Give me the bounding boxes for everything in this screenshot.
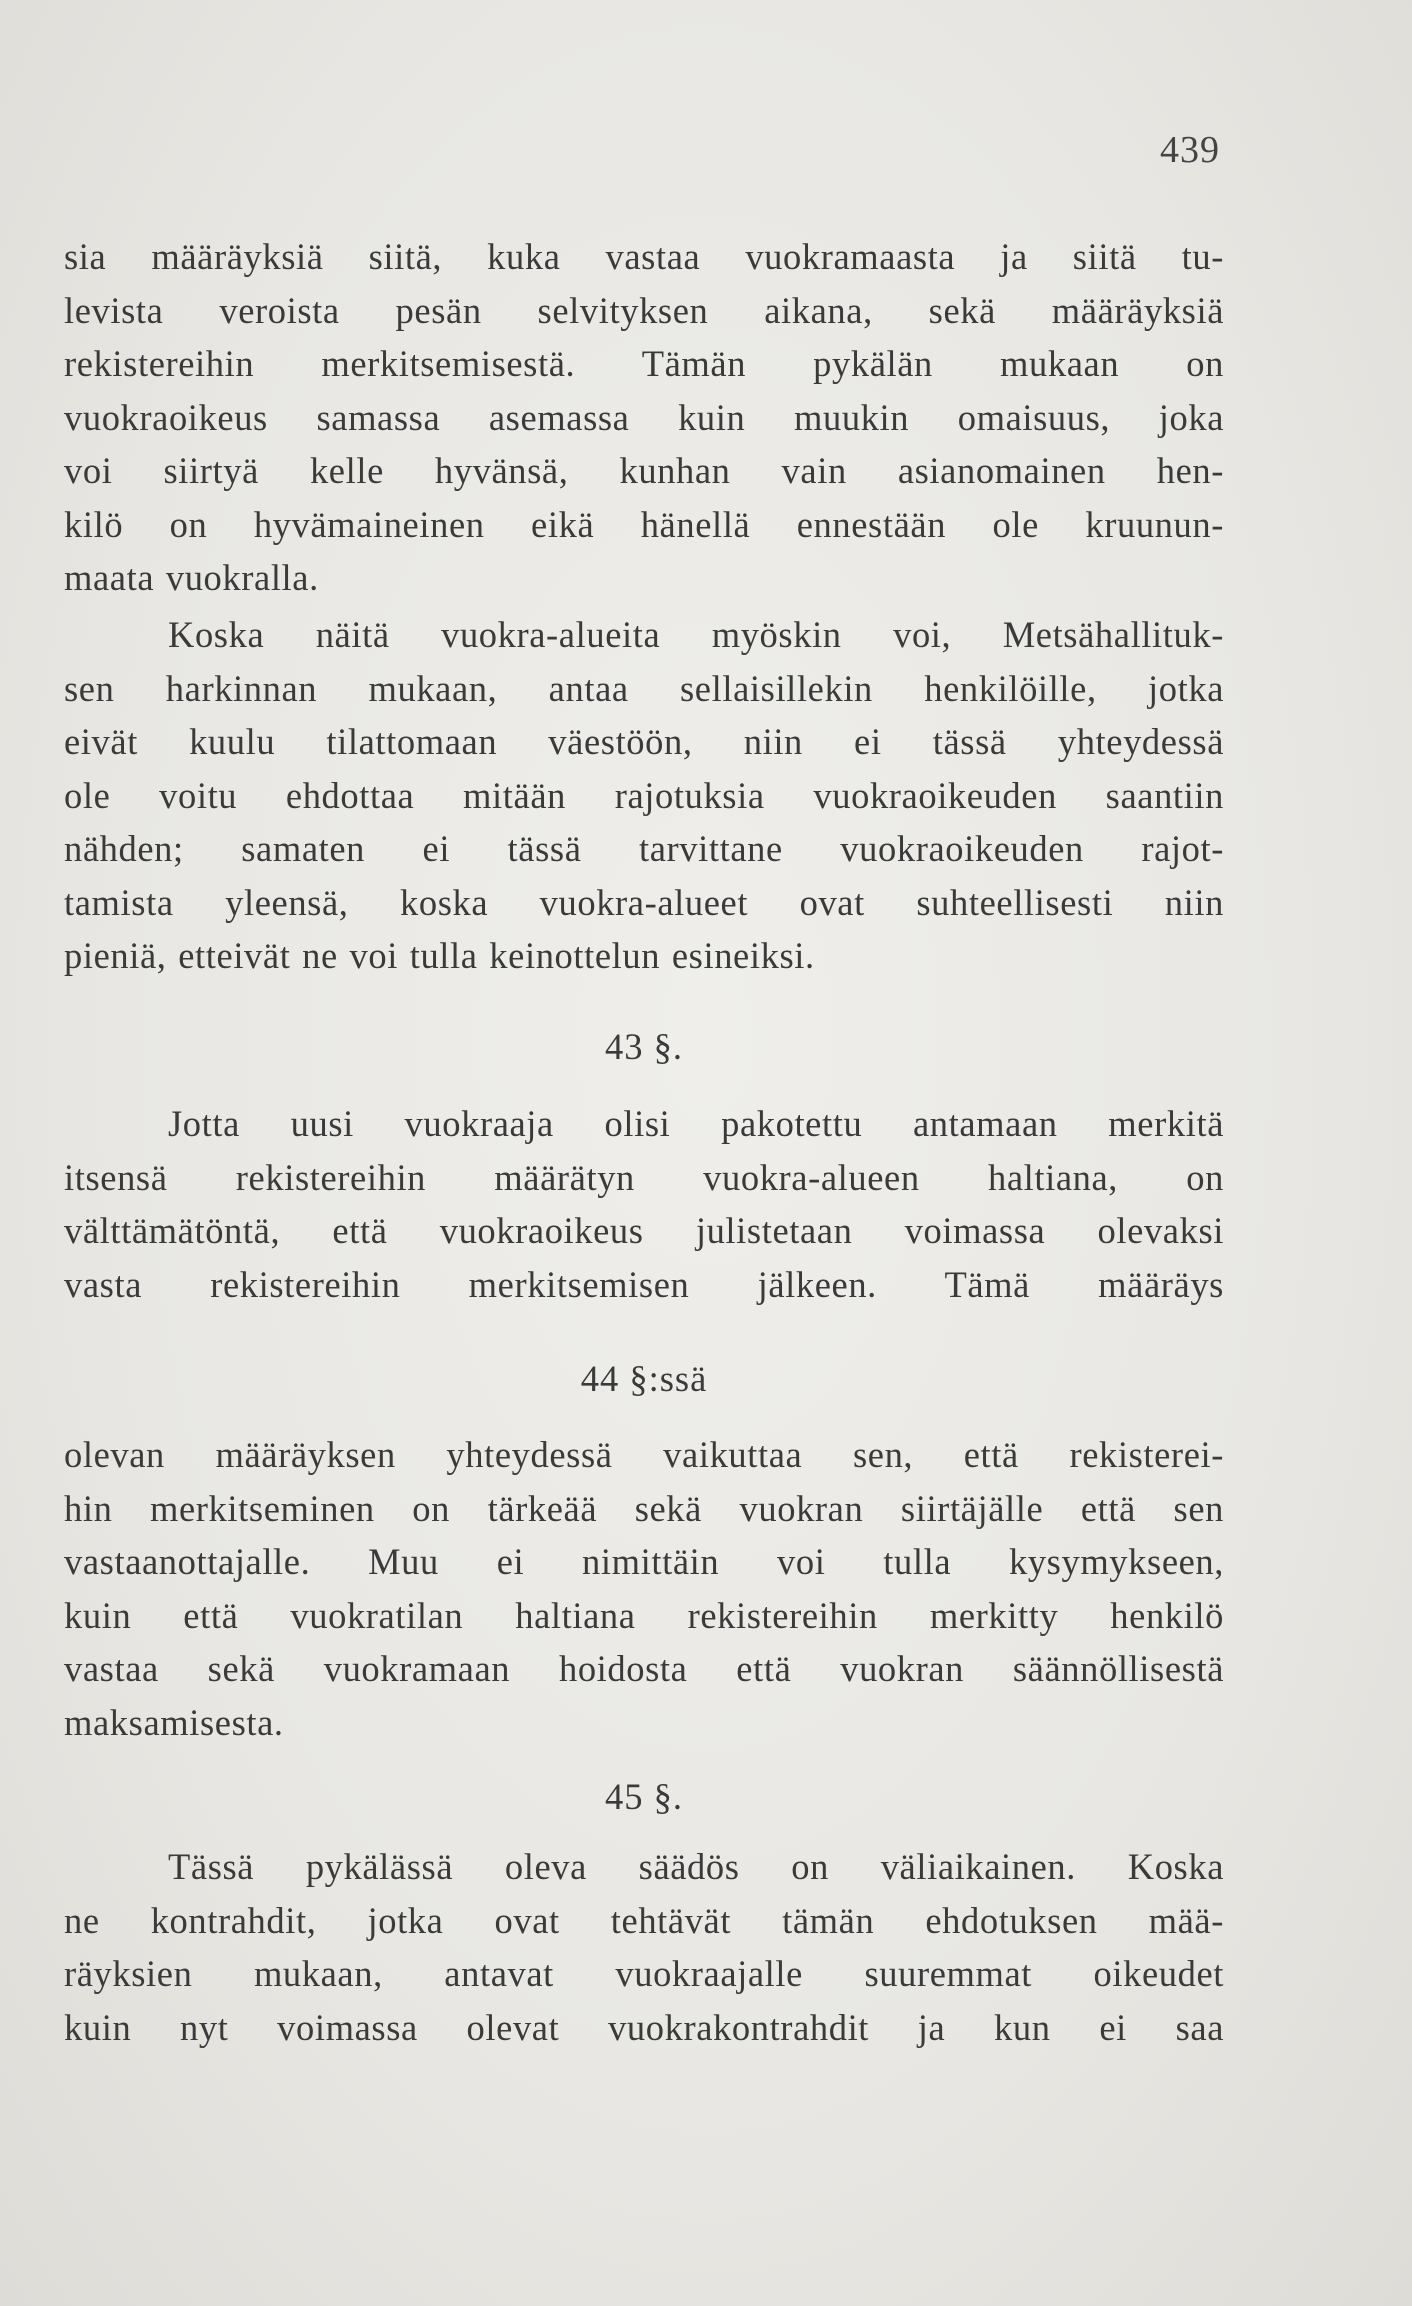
text-line: pieniä, etteivät ne voi tulla keinottelun esineiksi. [64,935,815,976]
text-line: rekistereihin merkitsemisestä. Tämän pykälän mukaan on [64,343,1224,384]
text-line: hin merkitseminen on tärkeää sekä vuokran siirtäjälle että sen [64,1487,1224,1529]
text-line: sen harkinnan mukaan, antaa sellaisillekin henkilöille, jotka [64,667,1224,709]
section-heading-43: 43 §. [605,1026,683,1067]
text-line: olevan määräyksen yhteydessä vaikuttaa sen, että rekisterei- [64,1434,1224,1475]
text-line: levista veroista pesän selvityksen aikana, sekä määräyksiä [64,289,1224,331]
text-line: vuokraoikeus samassa asemassa kuin muukin omaisuus, joka [64,396,1224,438]
paragraph-koska [64,608,1224,983]
text-line: sia määräyksiä siitä, kuka vastaa vuokramaasta ja siitä tu- [64,236,1224,277]
text-line: ole voitu ehdottaa mitään rajotuksia vuokraoikeuden saantiin [64,774,1224,816]
text-line: nähden; samaten ei tässä tarvittane vuokraoikeuden rajot- [64,828,1224,869]
paragraph-continuation [64,230,1224,605]
section-heading-44: 44 §:ssä [580,1358,708,1399]
text-line: Tässä pykälässä oleva säädös on väliaikainen. Koska [168,1846,1224,1887]
text-line: maata vuokralla. [64,557,319,598]
paragraph-section-43 [64,1097,1224,1311]
text-line: kuin nyt voimassa olevat vuokrakontrahdit ja kun ei saa [64,2006,1224,2048]
text-line: kuin että vuokratilan haltiana rekistereihin merkitty henkilö [64,1594,1224,1636]
text-line: räyksien mukaan, antavat vuokraajalle suuremmat oikeudet [64,1953,1224,1994]
text-line: tamista yleensä, koska vuokra-alueet ovat suhteellisesti niin [64,881,1224,923]
text-line: itsensä rekistereihin määrätyn vuokra-alueen haltiana, on [64,1156,1224,1198]
text-line: ne kontrahdit, jotka ovat tehtävät tämän ehdotuksen mää- [64,1899,1224,1941]
text-line: eivät kuulu tilattomaan väestöön, niin ei tässä yhteydessä [64,721,1224,762]
text-line: maksamisesta. [64,1701,284,1743]
text-line: Koska näitä vuokra-alueita myöskin voi, Metsähallituk- [168,614,1224,655]
text-line: Jotta uusi vuokraaja olisi pakotettu antamaan merkitä [168,1103,1224,1144]
text-line: vastaa sekä vuokramaan hoidosta että vuokran säännöllisestä [64,1648,1224,1689]
text-line: vasta rekistereihin merkitsemisen jälkeen. Tämä määräys [64,1263,1224,1305]
text-line: välttämätöntä, että vuokraoikeus julistetaan voimassa olevaksi [64,1210,1224,1251]
text-line: kilö on hyvämaineinen eikä hänellä ennestään ole kruunun- [64,503,1224,545]
paragraph-section-45 [64,1840,1224,2054]
text-line: voi siirtyä kelle hyvänsä, kunhan vain asianomainen hen- [64,450,1224,491]
paragraph-section-44 [64,1428,1224,1749]
section-heading-45: 45 §. [605,1776,683,1817]
text-line: vastaanottajalle. Muu ei nimittäin voi tulla kysymykseen, [64,1541,1224,1582]
page-number: 439 [1160,129,1220,171]
